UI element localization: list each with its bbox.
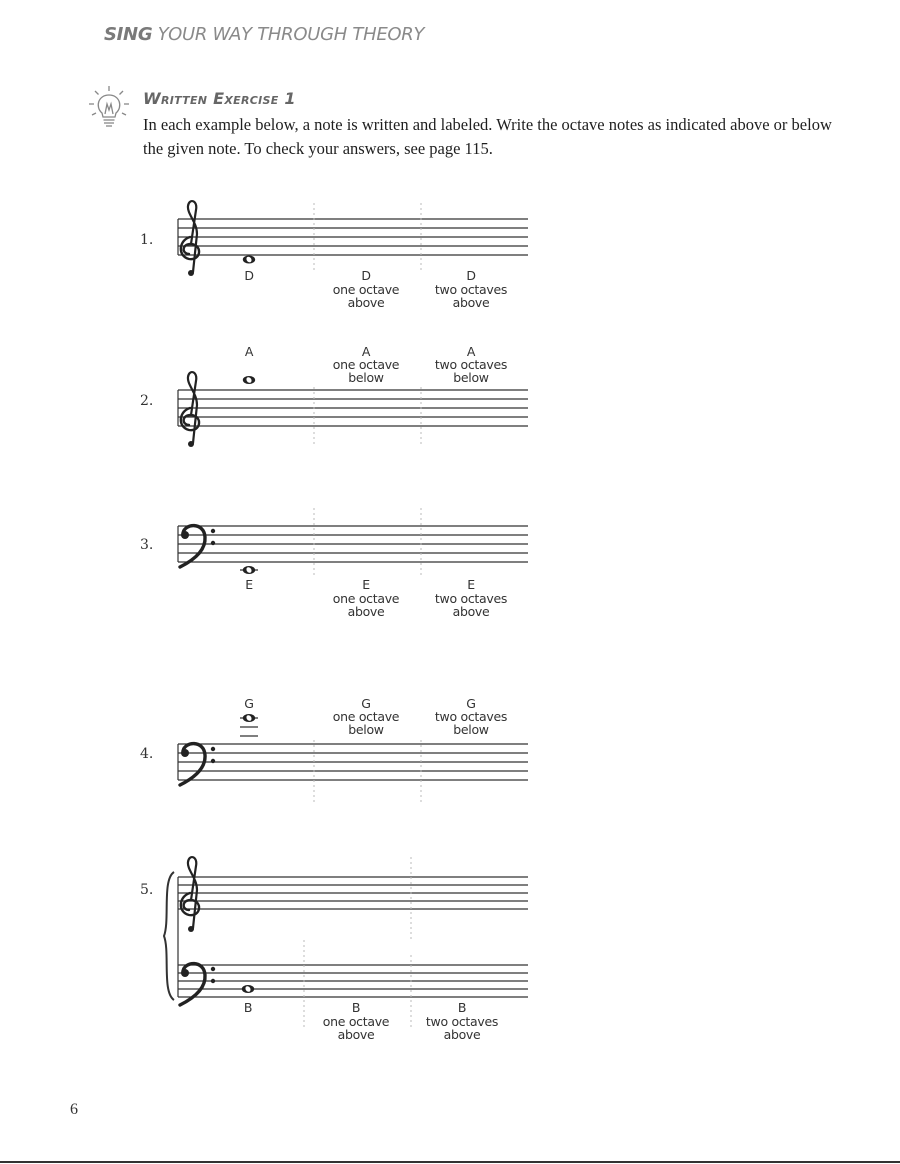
direction-label: below (453, 370, 489, 385)
example-1-staff (178, 201, 528, 276)
target-note-label: B (457, 1000, 467, 1015)
whole-note (243, 714, 255, 722)
treble-clef-icon (181, 201, 199, 276)
given-note-label: G (244, 696, 254, 711)
example-number: 5. (140, 882, 154, 898)
direction-label: below (453, 722, 489, 737)
example-3-staff (178, 508, 528, 578)
target-note-label: E (467, 577, 475, 592)
exercise-instructions: In each example below, a note is written and labeled. Write the octave notes as indicated above or below the given note. To check your answers, see page 115. (143, 115, 832, 158)
interval-label: one octave (332, 357, 400, 372)
target-note-label: B (351, 1000, 361, 1015)
example-number: 3. (140, 537, 154, 553)
target-note-label: A (361, 344, 371, 359)
bottom-rule (0, 1161, 900, 1163)
example-5-grand-staff (164, 857, 528, 1027)
interval-label: two octaves (425, 1014, 499, 1029)
whole-note (242, 985, 254, 993)
target-note-label: D (466, 268, 476, 283)
interval-label: one octave (332, 282, 400, 297)
target-note-label: G (466, 696, 476, 711)
bass-clef-icon (180, 526, 215, 567)
treble-clef-icon (181, 857, 199, 932)
direction-label: below (348, 370, 384, 385)
example-number: 2. (140, 393, 154, 409)
direction-label: above (347, 604, 385, 619)
given-note-label: B (243, 1000, 253, 1015)
header-bold: SING (104, 24, 153, 45)
interval-label: two octaves (434, 357, 508, 372)
example-number: 1. (140, 232, 154, 248)
target-note-label: A (466, 344, 476, 359)
direction-label: above (452, 295, 490, 310)
target-note-label: D (361, 268, 371, 283)
given-note-label: D (244, 268, 254, 283)
given-note-label: A (244, 344, 254, 359)
exercise-title: Written Exercise 1 (143, 89, 296, 108)
interval-label: one octave (332, 591, 400, 606)
page-number: 6 (70, 1101, 78, 1118)
direction-label: below (348, 722, 384, 737)
interval-label: two octaves (434, 709, 508, 724)
target-note-label: E (362, 577, 370, 592)
direction-label: above (337, 1027, 375, 1042)
whole-note (243, 566, 255, 574)
target-note-label: G (361, 696, 371, 711)
treble-clef-icon (181, 372, 199, 447)
interval-label: one octave (332, 709, 400, 724)
bass-clef-icon (180, 744, 215, 785)
direction-label: above (452, 604, 490, 619)
header-rest: YOUR WAY THROUGH THEORY (152, 24, 425, 45)
bass-clef-icon (180, 964, 215, 1005)
whole-note (243, 256, 255, 264)
given-note-label: E (245, 577, 253, 592)
interval-label: one octave (322, 1014, 390, 1029)
whole-note (243, 376, 255, 384)
direction-label: above (347, 295, 385, 310)
example-number: 4. (140, 746, 154, 762)
brace (164, 872, 174, 1000)
direction-label: above (443, 1027, 481, 1042)
interval-label: two octaves (434, 282, 508, 297)
interval-label: two octaves (434, 591, 508, 606)
